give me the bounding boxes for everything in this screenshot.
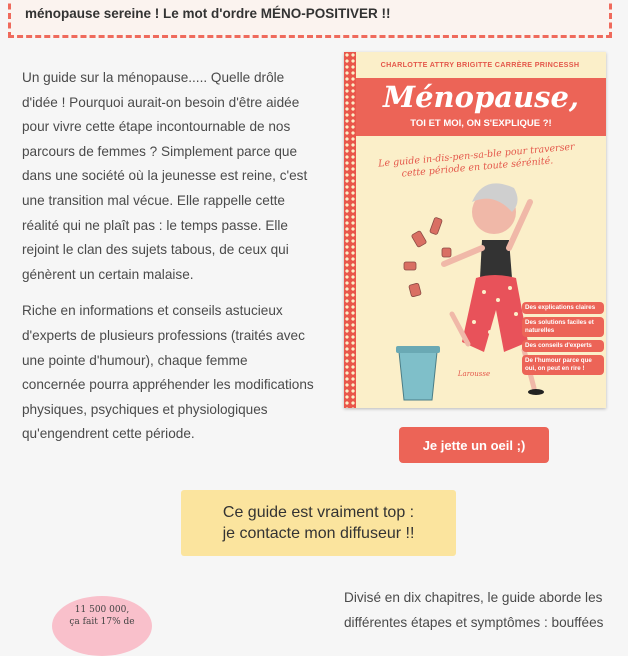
intro-paragraph-1: Un guide sur la ménopause..... Quelle drôle d'idée ! Pourquoi aurait-on besoin d'être aidée pour vivre cette étape incontournable de nos parcours de femmes ? Simplement parce que dans une société où la jeunesse est reine, c'est une transition mal vécue. Elle rappelle cette réalité qui ne plaît pas : le temps passe. Elle rejoint le clan des sujets tabous, de ceux qui génèrent un certain malaise. [22, 70, 308, 282]
book-bullets [522, 302, 604, 378]
book-tagline: Le guide in-dis-pen-sa-ble pour traverser cette période en toute sérénité. [377, 141, 576, 180]
chapters-paragraph: Divisé en dix chapitres, le guide aborde les différentes étapes et symptômes : bouffées [344, 590, 604, 630]
intro-text [22, 66, 314, 459]
stat-line-1: 11 500 000, [74, 605, 130, 615]
peek-button[interactable]: Je jette un oeil ;) [399, 427, 549, 463]
trash-can-icon [396, 346, 440, 400]
contact-distributor-cta[interactable] [181, 490, 456, 556]
stat-line-2: ça fait 17% de [69, 617, 135, 627]
book-authors: CHARLOTTE ATTRY BRIGITTE CARRÈRE PRINCESSH [380, 60, 580, 69]
top-banner [8, 0, 612, 38]
book-bullet: Des conseils d'experts [522, 340, 604, 352]
book-publisher: Larousse [457, 370, 491, 378]
book-bullet: Des solutions faciles et naturelles [522, 317, 604, 337]
banner-text: ménopause sereine ! Le mot d'ordre MÉNO-POSITIVER !! [25, 6, 391, 21]
cta-line-1: Ce guide est vraiment top : [222, 504, 415, 521]
book-bullet: Des explications claires [522, 302, 604, 314]
stat-bubble [52, 596, 152, 656]
book-title: Ménopause, [382, 80, 579, 114]
intro-paragraph-2: Riche en informations et conseils astucieux d'experts de plusieurs professions (traités avec une pointe d'humour), chaque femme concernée pourra appréhender les modifications physiques, psychiques et physiologiques qu'engendrent cette période. [22, 303, 314, 442]
flying-products-icon [404, 217, 451, 297]
book-subtitle: TOI ET MOI, ON S'EXPLIQUE ?! [410, 118, 552, 129]
book-bullet: De l'humour parce que oui, on peut en rire ! [522, 355, 604, 375]
cta-line-2: je contacte mon diffuseur !! [222, 525, 415, 542]
book-cover-image[interactable] [344, 52, 606, 408]
